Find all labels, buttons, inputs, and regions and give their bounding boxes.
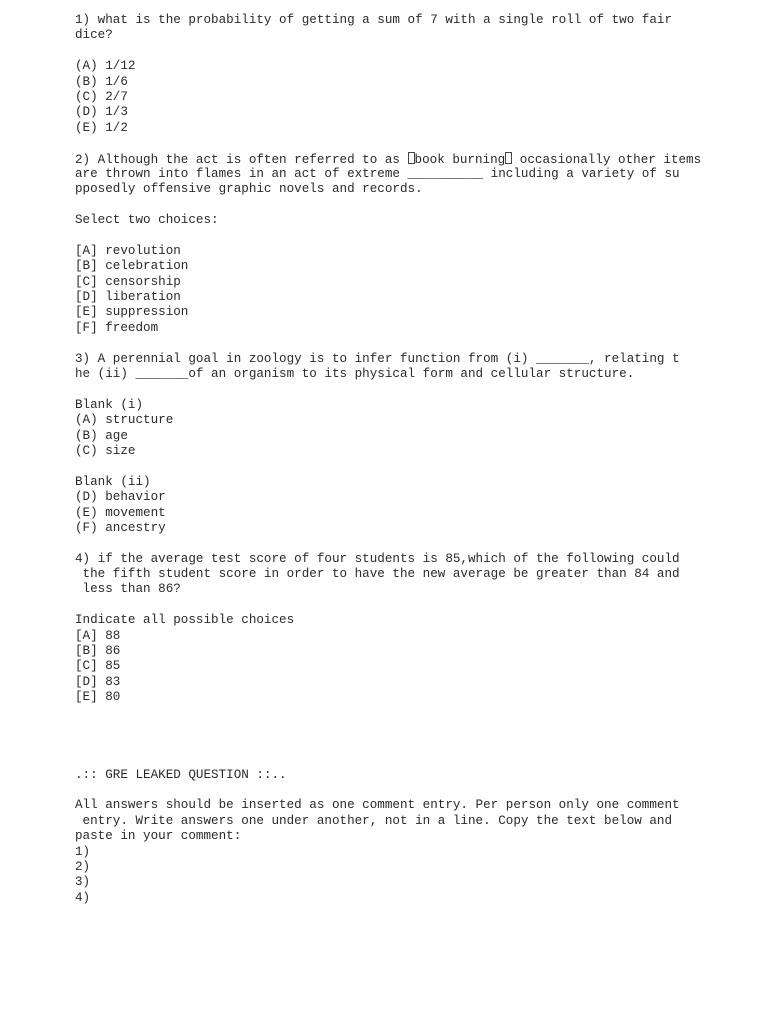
question-4-text-line: the fifth student score in order to have the new average be greater than 84 and <box>75 567 680 582</box>
question-4 <box>75 552 715 706</box>
blank-label: Blank (i) <box>75 397 144 412</box>
answer-option: [E] suppression <box>75 305 189 320</box>
question-4-text-line: less than 86? <box>75 582 181 597</box>
footer-heading: .:: GRE LEAKED QUESTION ::.. <box>75 767 287 782</box>
question-1 <box>75 13 715 136</box>
answer-option: [B] celebration <box>75 259 189 274</box>
answer-option: [C] censorship <box>75 274 181 289</box>
answer-option: (E) 1/2 <box>75 120 128 135</box>
answer-template-line: 1) <box>75 844 91 859</box>
footer-section <box>75 768 715 907</box>
missing-glyph-icon <box>408 152 415 164</box>
answer-option: (A) 1/12 <box>75 59 136 74</box>
answer-option: (D) behavior <box>75 490 166 505</box>
question-2-text-line: are thrown into flames in an act of extreme __________ including a variety of su <box>75 166 680 181</box>
answer-option: (E) movement <box>75 505 166 520</box>
question-1-text-line: dice? <box>75 28 113 43</box>
question-2-instruction: Select two choices: <box>75 213 219 228</box>
footer-text-line: All answers should be inserted as one comment entry. Per person only one comment <box>75 798 680 813</box>
footer-text-line: paste in your comment: <box>75 829 242 844</box>
answer-option: [F] freedom <box>75 320 159 335</box>
question-2-text-end: occasionally other items <box>512 152 702 167</box>
answer-option: (A) structure <box>75 413 174 428</box>
answer-option: (B) 1/6 <box>75 74 128 89</box>
answer-option: [A] revolution <box>75 243 181 258</box>
question-4-instruction: Indicate all possible choices <box>75 613 295 628</box>
answer-option: [D] liberation <box>75 290 181 305</box>
question-4-text-line: 4) if the average test score of four students is 85,which of the following could <box>75 551 680 566</box>
question-2-text-start: 2) Although the act is often referred to as <box>75 152 408 167</box>
answer-option: [C] 85 <box>75 659 121 674</box>
answer-option: (D) 1/3 <box>75 105 128 120</box>
answer-option: [D] 83 <box>75 674 121 689</box>
blank-label: Blank (ii) <box>75 474 151 489</box>
question-2 <box>75 152 715 337</box>
answer-template-line: 4) <box>75 890 91 905</box>
footer-text-line: entry. Write answers one under another, not in a line. Copy the text below and <box>75 813 673 828</box>
answer-option: (C) size <box>75 443 136 458</box>
answer-option: [A] 88 <box>75 628 121 643</box>
answer-option: (C) 2/7 <box>75 89 128 104</box>
question-2-text-line <box>75 152 715 167</box>
question-2-text-line: pposedly offensive graphic novels and records. <box>75 182 423 197</box>
quoted-phrase: book burning <box>414 152 506 167</box>
answer-option: (B) age <box>75 428 128 443</box>
document-page <box>75 13 715 906</box>
answer-template-line: 2) <box>75 859 91 874</box>
answer-option: [E] 80 <box>75 690 121 705</box>
answer-option: [B] 86 <box>75 644 121 659</box>
question-3 <box>75 352 715 537</box>
question-1-text-line: 1) what is the probability of getting a sum of 7 with a single roll of two fair <box>75 13 673 27</box>
question-3-text-line: he (ii) _______of an organism to its physical form and cellular structure. <box>75 366 635 381</box>
answer-template-line: 3) <box>75 875 91 890</box>
answer-option: (F) ancestry <box>75 520 166 535</box>
question-3-text-line: 3) A perennial goal in zoology is to infer function from (i) _______, relating t <box>75 351 680 366</box>
